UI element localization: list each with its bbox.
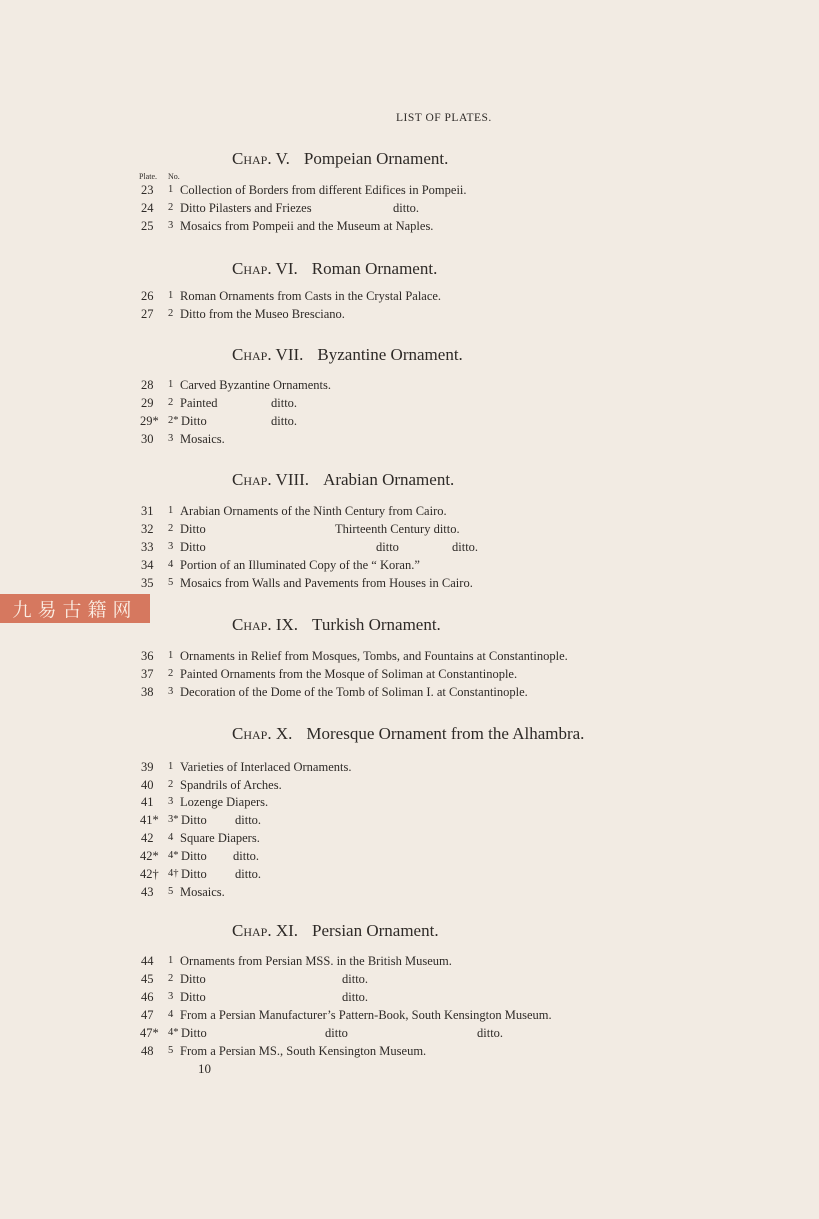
plate-number: 45: [141, 972, 154, 986]
plate-sub-number: 1: [168, 761, 174, 772]
ditto-column: ditto.: [271, 414, 298, 428]
plate-description: Ditto: [181, 1026, 207, 1040]
plate-sub-number: 3: [168, 220, 174, 231]
chapter-heading: [232, 922, 439, 939]
plate-description: Roman Ornaments from Casts in the Crystal Palace.: [180, 289, 442, 303]
plate-sub-number: 4: [168, 1009, 174, 1020]
chapter-heading: [232, 471, 454, 488]
plate-number: 33: [141, 540, 154, 554]
chapter-heading: [232, 150, 448, 167]
ditto-column: ditto.: [235, 867, 262, 881]
plate-number: 42†: [140, 867, 159, 881]
plate-number: 29*: [140, 414, 159, 428]
plate-number: 32: [141, 522, 154, 536]
plate-sub-number: 1: [168, 184, 174, 195]
plate-description: Carved Byzantine Ornaments.: [180, 378, 331, 392]
chapter-title: Roman Ornament.: [311, 259, 438, 278]
plate-number: 29: [141, 396, 154, 410]
plate-sub-number: 2: [168, 668, 174, 679]
chapter-title: Moresque Ornament from the Alhambra.: [306, 724, 585, 743]
ditto-column: ditto.: [393, 201, 420, 215]
chapter-title: Arabian Ornament.: [323, 470, 455, 489]
plate-number: 23: [141, 183, 154, 197]
plate-number: 48: [141, 1044, 154, 1058]
chapter-title: Pompeian Ornament.: [303, 149, 449, 168]
plate-description: Arabian Ornaments of the Ninth Century from Cairo.: [180, 504, 447, 518]
plate-description: Mosaics from Pompeii and the Museum at Naples.: [180, 219, 434, 233]
chapter-number: Chap. VII.: [232, 345, 304, 364]
plate-number: 30: [141, 432, 154, 446]
plate-number: 42: [141, 831, 154, 845]
plate-description: Square Diapers.: [180, 831, 260, 845]
no-column-header: No.: [168, 172, 180, 181]
chapter-number: Chap. VI.: [232, 259, 298, 278]
plate-description: Spandrils of Arches.: [180, 778, 282, 792]
plate-number: 34: [141, 558, 154, 572]
plate-description: Ditto: [180, 522, 206, 536]
plate-sub-number: 4†: [168, 868, 179, 879]
plate-sub-number: 5: [168, 1045, 174, 1056]
plate-description: Mosaics.: [180, 885, 225, 899]
ditto-column: Thirteenth Century ditto.: [335, 522, 460, 536]
plate-sub-number: 2: [168, 308, 174, 319]
plate-description: Mosaics from Walls and Pavements from Houses in Cairo.: [180, 576, 473, 590]
plate-number: 28: [141, 378, 154, 392]
plate-sub-number: 1: [168, 650, 174, 661]
ditto-column: ditto: [325, 1026, 348, 1040]
plate-description: From a Persian MS., South Kensington Museum.: [180, 1044, 427, 1058]
plate-sub-number: 3: [168, 991, 174, 1002]
plate-description: Lozenge Diapers.: [180, 795, 269, 809]
chapter-heading: [232, 616, 441, 633]
ditto-column: ditto.: [342, 990, 369, 1004]
plate-number: 25: [141, 219, 154, 233]
plate-description: Ditto: [180, 540, 206, 554]
plate-sub-number: 3: [168, 541, 174, 552]
plate-description: Painted: [180, 396, 218, 410]
plate-description: Portion of an Illuminated Copy of the “ Koran.”: [180, 558, 420, 572]
plate-description: Varieties of Interlaced Ornaments.: [180, 760, 352, 774]
plate-number: 44: [141, 954, 154, 968]
plate-description: Ditto: [180, 990, 206, 1004]
plate-sub-number: 2: [168, 779, 174, 790]
plate-number: 43: [141, 885, 154, 899]
chapter-heading: [232, 260, 437, 277]
plate-description: Ditto: [181, 849, 207, 863]
running-header: LIST OF PLATES.: [396, 112, 492, 124]
plate-sub-number: 4: [168, 559, 174, 570]
chapter-title: Persian Ornament.: [312, 921, 439, 940]
plate-column-header: Plate.: [139, 172, 157, 181]
plate-number: 26: [141, 289, 154, 303]
plate-sub-number: 3: [168, 796, 174, 807]
plate-number: 42*: [140, 849, 159, 863]
plate-description: Ornaments in Relief from Mosques, Tombs, and Fountains at Constantinople.: [180, 649, 568, 663]
chapter-title: Byzantine Ornament.: [317, 345, 463, 364]
plate-description: Ditto from the Museo Bresciano.: [180, 307, 345, 321]
plate-description: Collection of Borders from different Edifices in Pompeii.: [180, 183, 467, 197]
ditto-column: ditto: [376, 540, 399, 554]
ditto-column: ditto.: [452, 540, 479, 554]
plate-description: Ditto Pilasters and Friezes: [180, 201, 312, 215]
chapter-heading: [232, 346, 463, 363]
plate-number: 46: [141, 990, 154, 1004]
plate-sub-number: 3*: [168, 814, 179, 825]
plate-sub-number: 2*: [168, 415, 179, 426]
plate-sub-number: 4*: [168, 1027, 179, 1038]
plate-number: 24: [141, 201, 154, 215]
watermark-logo: 九易古籍网: [0, 594, 150, 623]
ditto-column: ditto.: [235, 813, 262, 827]
chapter-number: Chap. VIII.: [232, 470, 310, 489]
plate-number: 36: [141, 649, 154, 663]
chapter-heading: [232, 725, 584, 742]
plate-description: Painted Ornaments from the Mosque of Soliman at Constantinople.: [180, 667, 518, 681]
plate-number: 39: [141, 760, 154, 774]
plate-sub-number: 4*: [168, 850, 179, 861]
plate-sub-number: 5: [168, 886, 174, 897]
plate-number: 41*: [140, 813, 159, 827]
plate-sub-number: 2: [168, 973, 174, 984]
plate-sub-number: 1: [168, 505, 174, 516]
chapter-number: Chap. XI.: [232, 921, 299, 940]
plate-description: Ditto: [180, 972, 206, 986]
plate-number: 27: [141, 307, 154, 321]
plate-description: Ornaments from Persian MSS. in the British Museum.: [180, 954, 452, 968]
plate-sub-number: 3: [168, 686, 174, 697]
ditto-column: ditto.: [271, 396, 298, 410]
chapter-title: Turkish Ornament.: [312, 615, 441, 634]
plate-sub-number: 1: [168, 955, 174, 966]
plate-number: 47*: [140, 1026, 159, 1040]
plate-number: 37: [141, 667, 154, 681]
plate-sub-number: 1: [168, 379, 174, 390]
plate-description: Mosaics.: [180, 432, 225, 446]
plate-number: 41: [141, 795, 154, 809]
plate-description: Ditto: [181, 867, 207, 881]
plate-description: Ditto: [181, 414, 207, 428]
plate-number: 47: [141, 1008, 154, 1022]
plate-number: 31: [141, 504, 154, 518]
chapter-number: Chap. X.: [232, 724, 293, 743]
plate-description: Ditto: [181, 813, 207, 827]
chapter-number: Chap. IX.: [232, 615, 299, 634]
plate-description: Decoration of the Dome of the Tomb of Soliman I. at Constantinople.: [180, 685, 528, 699]
ditto-column: ditto.: [477, 1026, 504, 1040]
plate-sub-number: 2: [168, 397, 174, 408]
plate-number: 38: [141, 685, 154, 699]
ditto-column: ditto.: [233, 849, 260, 863]
page-number: 10: [198, 1061, 211, 1076]
chapter-number: Chap. V.: [232, 149, 290, 168]
plate-number: 40: [141, 778, 154, 792]
plate-description: From a Persian Manufacturer’s Pattern-Book, South Kensington Museum.: [180, 1008, 552, 1022]
plate-sub-number: 1: [168, 290, 174, 301]
ditto-column: ditto.: [342, 972, 369, 986]
plate-sub-number: 3: [168, 433, 174, 444]
plate-sub-number: 4: [168, 832, 174, 843]
plate-number: 35: [141, 576, 154, 590]
plate-sub-number: 5: [168, 577, 174, 588]
plate-sub-number: 2: [168, 202, 174, 213]
plate-sub-number: 2: [168, 523, 174, 534]
